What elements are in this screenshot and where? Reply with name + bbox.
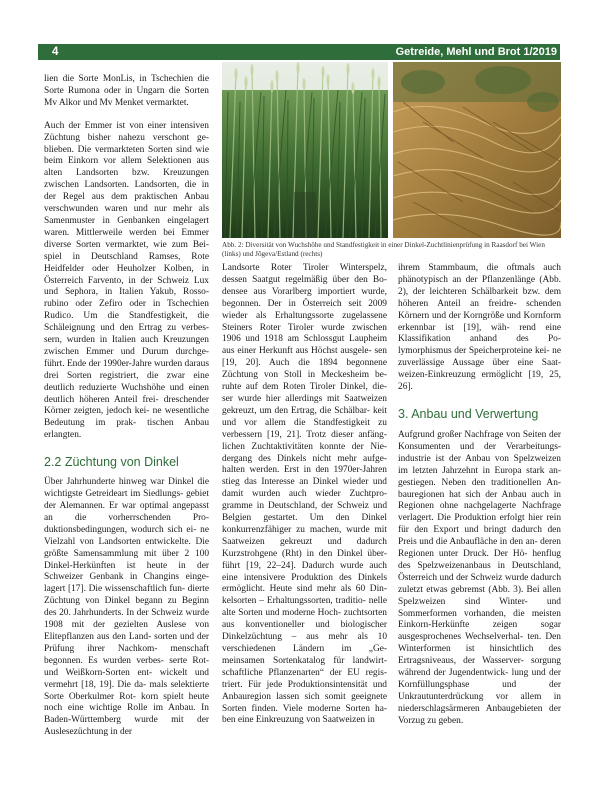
paragraph-sorten: lien die Sorte MonLis, in Tschechien die Sorte Rumona oder in Ungarn die Sorten Mv Alkor und Mv Menket vermarktet. — [44, 74, 209, 108]
photo-dinkel-jogeva — [393, 62, 561, 238]
text-column-3 — [398, 263, 561, 728]
paragraph-stammbaum: ihrem Stammbaum, die oftmals auch phänotypisch an der Pflanzenlänge (Abb. 2), der leichteren Schälbarkeit bzw. dem höheren Anteil an freidre- schenden Körnern und der Korngröße und Kornform erkennbar ist [19], wäh- rend eine Klassifikation anhand des Po- lymorphismus der Speicherproteine kei- ne zuverlässige Aussage über eine Saat- weizen-Einkreuzung ermöglicht [19, 25, 26]. — [398, 263, 562, 393]
section-heading-dinkel: 2.2 Züchtung von Dinkel — [44, 455, 179, 470]
page-number: 4 — [52, 46, 59, 58]
paragraph-anbau: Aufgrund großer Nachfrage von Seiten der Konsumenten und der Verarbeitungs- industrie ist der Anbau von Spelzweizen im letzten Jahrzehnt in Europa stark an- gestiegen. Neben den traditionellen An- bauregionen hat sich der Anbau auch in Regionen ohne nachgelagerte Nachfrage verlagert. Die Produktion erfolgt hier rein für den Export und bringt dadurch den Preis und die Anbaufläche in den an- deren Regionen unter Druck. Der Hö- henflug des Spelzweizenanbaus in Deutschland, Österreich und der Schweiz wurde dadurch zuletzt etwas gebremst (Abb. 3). Bei allen Spelzweizen sind Winter- und Sommerformen vorhanden, die meisten Einkorn-Herkünfte zeigen sogar ausgesprochenes Wechselverhal- ten. Den Winterformen ist hinsichtlich des Ertragsniveaus, der Wasserver- sorgung während der Jugendentwick- lung und der Kornfüllungsphase und der Unkrautunterdrückung vor allem in niederschlagsärmeren Anbaugebieten der Vorzug zu geben. — [398, 429, 562, 726]
text-column-2 — [222, 263, 387, 727]
journal-title: Getreide, Mehl und Brot 1/2019 — [395, 46, 557, 58]
paragraph-dinkel-breeding: Landsorte Roter Tiroler Winterspelz, dessen Saatgut regelmäßig über den Bo- densee aus Vorarlberg importiert wurde, begonnen. Der in Österreich seit 2009 wieder als Erhaltungssorte zugelassene Steiners Roter Tiroler wurde zwischen 1906 und 1918 am Schlossgut Laupheim aus einer Herkunft aus Höchst ausgele- sen [19, 20]. Auch die 1894 begonnene Züchtung von Stoll in Meckesheim be- ruhte auf dem Roten Tiroler Dinkel, die- ser wurde hier allerdings mit Saatweizen gekreuzt, um den Ertrag, die Schälbar- keit und vor allem die Standfestigkeit zu verbessern [19, 21]. Trotz dieser anfäng- lichen Zuchtaktivitäten konnte der Nie- dergang des Dinkels nicht mehr aufge- halten werden. Erst in den 1970er-Jahren stieg das Interesse an Dinkel wieder und damit wurden auch wieder Zuchtpro- gramme in Deutschland, der Schweiz und Belgien gestartet. Um den Dinkel konkurrenzfähiger zu machen, wurde mit Saatweizen gekreuzt und dadurch Kurzstrohgene (Rht) in den Dinkel über- führt [19, 22–24]. Dadurch wurde auch eine intensivere Produktion des Dinkels ermöglicht. Heute sind mehr als 60 Din- kelsorten – Erhaltungssorten, traditio- nelle alte Sorten und moderne Hoch- zuchtsorten aus konventioneller und biologischer Dinkelzüchtung – aus mehr als 10 verschiedenen Ländern im „Ge- meinsamen Sortenkatalog für landwirt- schaftliche Pflanzenarten“ der EU regis- triert. Für jede Produktionsintensität und Anbauregion lassen sich somit geeignete Sorten finden. Viele moderne Sorten ha- ben eine Einkreuzung von Saatweizen in — [222, 263, 388, 726]
figure-caption: Abb. 2: Diversität von Wuchshöhe und Standfestigkeit in einer Dinkel-Zuchtlinienprüfung in Raasdorf bei Wien (links) und Jõgeva/Estland (rechts) — [222, 241, 545, 258]
paragraph-emmer: Auch der Emmer ist von einer intensiven Züchtung bisher nahezu verschont ge- blieben. Die vermarkteten Sorten sind wie beim Einkorn vor allem Selektionen aus alten Landsorten bzw. Kreuzungen zwischen Landsorten. Landsorten, die in der Regel aus dem praktischen Anbau verschwunden waren und nur mehr als Samenmuster in Genbanken eingelagert waren. Mittlerweile werden bei Emmer diverse Sorten vermarktet, wie zum Bei- spiel in Deutschland Ramses, Rote Heidfelder oder Heuholzer Kolben, in Österreich Farvento, in der Schweiz Lux und Sephora, in Italien Yakub, Rosso- rubino oder Zefiro oder in Tschechien Rudico. Um die Standfestigkeit, die Schäleignung und den Ertrag zu verbes- sern, wurden in Italien auch Kreuzungen zwischen Emmer und Durum durchge- führt. Ende der 1990er-Jahre wurden daraus drei Sorten registriert, die zwar eine deutlich reduzierte Wuchshöhe und einen deutlich höheren Anteil frei- dreschender Körner zeigten, jedoch kei- ne wesentliche Bedeutung im prak- tischen Anbau erlangten. — [44, 120, 210, 441]
section-heading-anbau: 3. Anbau und Verwertung — [398, 406, 539, 421]
photo-dinkel-raasdorf — [222, 62, 388, 238]
text-column-1 — [44, 74, 209, 739]
paragraph-dinkel-history: Über Jahrhunderte hinweg war Dinkel die wichtigste Getreideart im Siedlungs- gebiet der Alemannen. Er war optimal angepasst an die vorherrschenden Pro- duktionsbedingungen, wodurch sich ei- ne Vielzahl von Landsorten entwickelte. Die größte Samensammlung mit über 2 100 Dinkel-Herkünften ist heute in der Schweizer Genbank in Changins einge- lagert [17]. Die wissenschaftlich fun- dierte Züchtung von Dinkel begann zu Beginn des 20. Jahrhunderts. In der Schweiz wurde 1908 mit der gezielten Auslese von Elitepflanzen aus den Land- sorten und der Prüfung ihrer Nachkom- menschaft begonnen. Es wurden verbes- serte Rot- und Weißkorn-Sorten ent- wickelt und vermehrt [18, 19]. Die da- mals selektierte Sorte Oberkulmer Rot- korn spielt heute noch eine wichtige Rolle im Anbau. In Baden-Württemberg wurde mit der Auslesezüchtung in der — [44, 477, 210, 738]
